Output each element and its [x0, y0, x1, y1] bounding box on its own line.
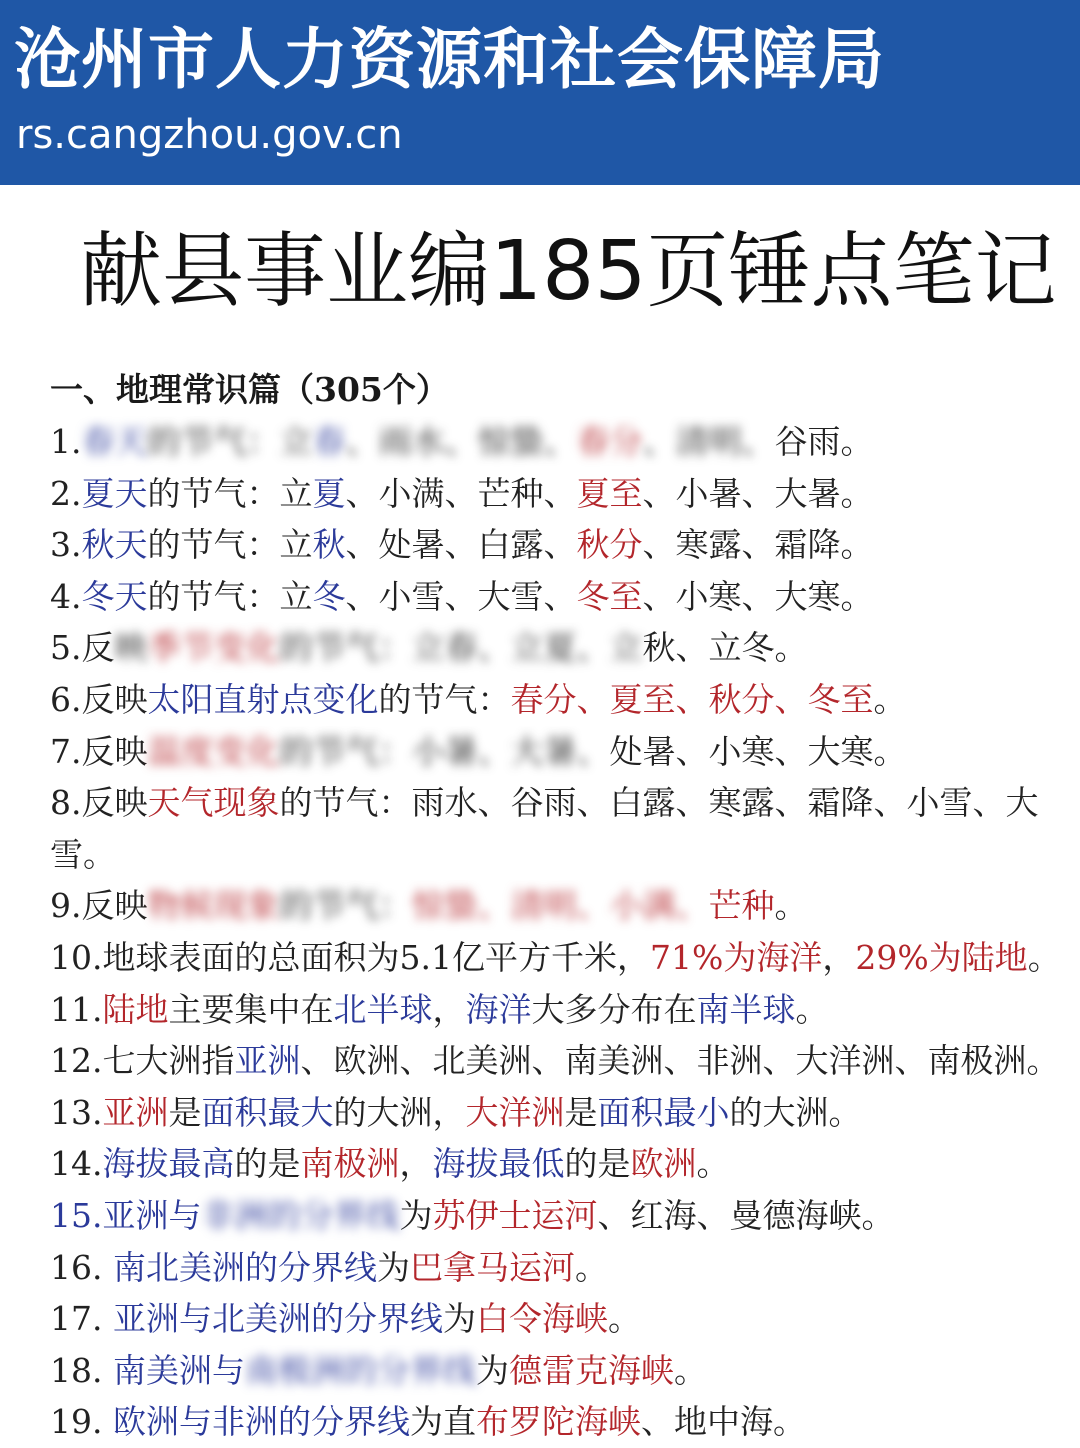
note-text: 是: [168, 1092, 202, 1132]
note-text: 19.: [50, 1402, 113, 1442]
note-text: 为直: [409, 1402, 476, 1442]
note-text: 。: [607, 1299, 641, 1339]
note-text: 、欧洲、北美洲、南美洲、非洲、大洋洲、南极洲。: [300, 1041, 1060, 1081]
note-text: 。: [873, 679, 907, 719]
blurred-text: 的节气：: [147, 422, 280, 461]
note-text: 处暑、小寒、大寒。: [609, 731, 907, 771]
note-text: 71%为海洋: [649, 937, 823, 977]
note-text: ，: [822, 937, 856, 977]
note-text: 的节气：立: [147, 473, 313, 513]
note-text: 巴拿马运河: [409, 1247, 575, 1287]
note-item: [50, 932, 1070, 984]
note-text: 。: [795, 989, 829, 1029]
note-item: [50, 726, 1070, 778]
blurred-text: 温度变化: [147, 731, 280, 771]
note-item: [50, 416, 1070, 468]
note-item: [50, 1035, 1070, 1087]
note-item: [50, 777, 1070, 880]
note-text: 天气现象: [147, 783, 280, 823]
note-text: 13.: [50, 1092, 103, 1132]
note-text: 主要集中在: [168, 989, 334, 1029]
note-item: [50, 1242, 1070, 1294]
note-item: [50, 1396, 1070, 1448]
blurred-text: 的节气：立春、立夏、立: [279, 628, 643, 668]
note-text: 太阳直射点变化: [147, 679, 379, 719]
note-text: 欧洲: [630, 1144, 697, 1184]
note-text: 、小暑、大暑。: [642, 473, 874, 513]
note-text: 。: [774, 886, 808, 926]
blurred-text: 非洲的分界线: [201, 1195, 400, 1235]
note-text: 2.: [50, 473, 82, 513]
note-text: 的节气：: [378, 679, 511, 719]
note-text: 15.亚洲与: [50, 1195, 202, 1235]
note-text: 夏至: [576, 473, 643, 513]
note-text: 陆地: [102, 989, 169, 1029]
note-text: 10.地球表面的总面积为5.1亿平方千米，: [50, 937, 650, 977]
blurred-text: 春: [312, 422, 346, 461]
note-text: 春分、夏至、秋分、冬至: [510, 679, 874, 719]
organization-name: 沧州市人力资源和社会保障局: [14, 21, 885, 98]
note-text: 6.反映: [50, 679, 148, 719]
note-text: 南极洲: [300, 1144, 400, 1184]
blurred-text: 惊蛰、清明、小满、: [411, 886, 709, 926]
note-text: 夏天: [81, 473, 148, 513]
note-text: 、小满、芒种、: [345, 473, 577, 513]
note-text: 为: [475, 1350, 509, 1390]
blurred-text: 映: [114, 628, 148, 668]
blurred-text: 南极洲的分界线: [244, 1350, 476, 1390]
note-text: 的是: [564, 1144, 631, 1184]
note-item: [50, 880, 1070, 932]
note-text: 、小雪、大雪、: [345, 576, 577, 616]
note-text: 为: [399, 1195, 433, 1235]
note-text: 的大洲，: [333, 1092, 466, 1132]
note-item: [50, 622, 1070, 674]
note-item: [50, 468, 1070, 520]
note-text: 8.反映: [50, 783, 148, 823]
notes-list: [50, 416, 1070, 1448]
note-text: 为: [442, 1299, 476, 1339]
note-text: 5.反: [50, 628, 115, 668]
note-text: 。: [1027, 937, 1061, 977]
note-item: [50, 1293, 1070, 1345]
note-text: 亚洲: [102, 1092, 169, 1132]
note-text: 的节气：立: [147, 576, 313, 616]
section-title: 一、地理常识篇（305个）: [50, 370, 449, 409]
note-text: 3.: [50, 525, 82, 565]
note-text: 德雷克海峡: [508, 1350, 674, 1390]
note-text: 南北美洲的分界线: [112, 1247, 377, 1287]
note-text: 。: [673, 1350, 707, 1390]
document-title: 献县事业编185页锤点笔记: [80, 224, 1057, 319]
blurred-text: 、清明、: [642, 422, 775, 461]
note-item: [50, 1138, 1070, 1190]
note-text: 海洋: [465, 989, 532, 1029]
note-text: 谷雨。: [774, 422, 874, 461]
note-text: 为: [376, 1247, 410, 1287]
note-text: 苏伊士运河: [432, 1195, 598, 1235]
note-item: [50, 984, 1070, 1036]
note-text: 白令海峡: [475, 1299, 608, 1339]
note-text: 冬至: [576, 576, 643, 616]
blurred-text: 的节气：小暑、大暑、: [279, 731, 610, 771]
note-text: 的大洲。: [729, 1092, 862, 1132]
note-item: [50, 519, 1070, 571]
blurred-text: 季节变化: [147, 628, 280, 668]
note-item: [50, 674, 1070, 726]
note-text: 12.七大洲指: [50, 1041, 235, 1081]
note-text: 11.: [50, 989, 103, 1029]
note-text: 1.: [50, 422, 82, 461]
note-item: [50, 1190, 1070, 1242]
note-text: 大多分布在: [531, 989, 697, 1029]
note-text: 17.: [50, 1299, 113, 1339]
note-text: 面积最小: [597, 1092, 730, 1132]
note-text: 是: [564, 1092, 598, 1132]
note-text: 、寒露、霜降。: [642, 525, 874, 565]
blurred-text: 的节气：: [279, 886, 412, 926]
note-text: 4.: [50, 576, 82, 616]
note-text: 秋分: [576, 525, 643, 565]
blurred-text: 春分: [576, 422, 643, 461]
note-text: 海拔最低: [432, 1144, 565, 1184]
note-text: 、地中海。: [640, 1402, 806, 1442]
note-text: 的节气：雨水、谷雨、白露、寒露、霜降、小雪、大雪。: [50, 783, 1039, 874]
note-text: 面积最大: [201, 1092, 334, 1132]
note-text: 芒种: [708, 886, 775, 926]
note-text: 7.反映: [50, 731, 148, 771]
note-text: 大洋洲: [465, 1092, 565, 1132]
note-item: [50, 1087, 1070, 1139]
site-header: [0, 0, 1080, 185]
note-item: [50, 1345, 1070, 1397]
note-text: 秋天: [81, 525, 148, 565]
note-text: 冬天: [81, 576, 148, 616]
note-text: 夏: [312, 473, 346, 513]
blurred-text: 立: [279, 422, 313, 461]
note-text: 16.: [50, 1247, 113, 1287]
note-item: [50, 571, 1070, 623]
note-text: 的节气：立: [147, 525, 313, 565]
note-text: 南美洲与: [112, 1350, 245, 1390]
blurred-text: 物候现象: [147, 886, 280, 926]
note-text: ，: [399, 1144, 433, 1184]
note-text: 冬: [312, 576, 346, 616]
note-text: 秋: [312, 525, 346, 565]
note-text: 北半球: [333, 989, 433, 1029]
note-text: 18.: [50, 1350, 113, 1390]
note-text: 布罗陀海峡: [475, 1402, 641, 1442]
note-text: 。: [696, 1144, 730, 1184]
note-text: 的是: [234, 1144, 301, 1184]
blurred-text: 、雨水、惊蛰、: [345, 422, 577, 461]
note-text: 、红海、曼德海峡。: [597, 1195, 895, 1235]
organization-url: rs.cangzhou.gov.cn: [16, 112, 403, 158]
note-text: 、处暑、白露、: [345, 525, 577, 565]
note-text: 亚洲与北美洲的分界线: [112, 1299, 443, 1339]
note-text: 欧洲与非洲的分界线: [112, 1402, 410, 1442]
note-text: 秋、立冬。: [642, 628, 808, 668]
note-text: 、小寒、大寒。: [642, 576, 874, 616]
blurred-text: 春天: [81, 422, 148, 461]
note-text: ，: [432, 989, 466, 1029]
note-text: 9.反映: [50, 886, 148, 926]
note-text: 海拔最高: [102, 1144, 235, 1184]
note-text: 14.: [50, 1144, 103, 1184]
note-text: 南半球: [696, 989, 796, 1029]
note-text: 亚洲: [234, 1041, 301, 1081]
note-text: 29%为陆地: [855, 937, 1028, 977]
note-text: 。: [574, 1247, 608, 1287]
